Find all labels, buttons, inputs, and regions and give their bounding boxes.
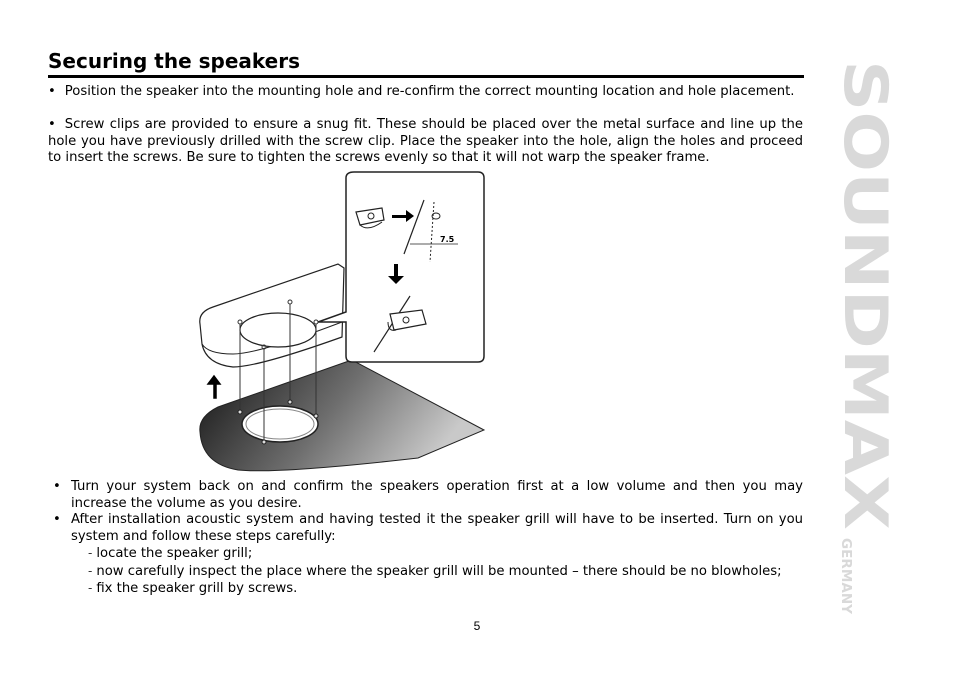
bullet: • <box>48 84 56 99</box>
paragraph-text: Position the speaker into the mounting hole and re-confirm the correct mounting location and hole placement. <box>64 84 795 99</box>
brand-name: SOUNDMAX <box>830 60 900 456</box>
dimension-label: 7.5 <box>440 235 455 244</box>
list-item-text: Turn your system back on and confirm the speakers operation first at a low volume and then you may increase the volume as you desire. <box>71 479 803 511</box>
dash: - <box>88 546 93 560</box>
substep-text: locate the speaker grill; <box>96 546 253 561</box>
substep <box>88 545 803 563</box>
bullet: • <box>48 117 56 132</box>
page-title: Securing the speakers <box>48 48 804 78</box>
page-number: 5 <box>473 619 481 633</box>
dash: - <box>88 563 93 578</box>
mounting-panel <box>200 360 484 471</box>
substep-text: fix the speaker grill by screws. <box>96 581 298 596</box>
list-item <box>48 512 803 598</box>
substep <box>71 563 803 581</box>
list-item <box>48 479 803 512</box>
list-item-text: After installation acoustic system and having tested it the speaker grill will have to be inserted. Turn on you system and follow these steps carefully: <box>71 512 803 544</box>
soundmax-logo <box>830 60 900 620</box>
up-arrow-icon <box>208 376 220 398</box>
paragraph-screw-clips <box>48 117 803 167</box>
paragraph-text: Screw clips are provided to ensure a snug fit. These should be placed over the metal surface and line up the hole you have previously drilled with the screw clip. Place the speaker into the hole, align the holes and proceed to insert the screws. Be sure to tighten the screws evenly so that it will not warp the speaker frame. <box>48 117 803 165</box>
instructions-list <box>48 479 803 598</box>
dash: - <box>88 581 93 595</box>
substep <box>88 580 803 598</box>
brand-tagline: GERMANY <box>838 538 853 611</box>
speaker-opening <box>240 313 316 347</box>
paragraph-position-speaker <box>48 84 803 101</box>
substeps-list <box>71 545 803 598</box>
bullet: • <box>53 512 61 527</box>
substep-text: now carefully inspect the place where the speaker grill will be mounted – there should be no blowholes; <box>96 563 782 579</box>
speaker-mounting-illustration <box>198 172 488 474</box>
mounting-hole <box>242 406 318 442</box>
bullet: • <box>53 479 61 494</box>
